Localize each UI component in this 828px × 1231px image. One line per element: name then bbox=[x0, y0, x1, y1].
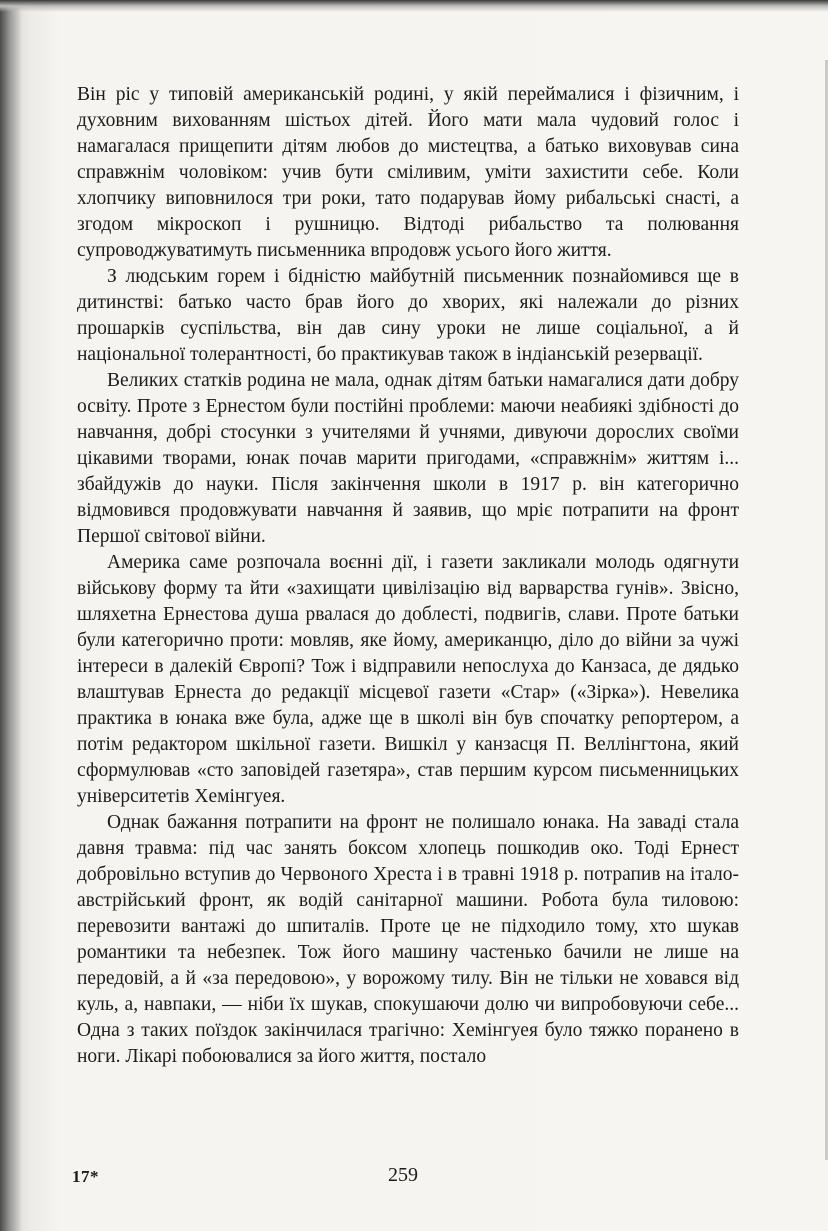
signature-mark: 17* bbox=[72, 1167, 99, 1186]
paragraph: З людським горем і бідністю майбутній письменник познайомився ще в дитинстві: батько часто брав його до хворих, які належали до різних прошарків суспільства, він дав сину уроки не лише соціальної, а й національної толерантності, бо практикував також в індіанській резервації. bbox=[77, 266, 739, 365]
paragraph: Однак бажання потрапити на фронт не полишало юнака. На заваді стала давня травма: під час занять боксом хлопець пошкодив око. Тоді Ернест добровільно вступив до Червоного Хреста і в травні 1918 р. потрапив на італо-австрійський фронт, як водій санітарної машини. Робота була тиловою: перевозити вантажі до шпиталів. Проте це не підходило тому, хто шукав романтики та небезпек. Тож його машину частенько бачили не лише на передовій, а й «за передовою», у ворожому тилу. Він не тільки не ховався від куль, а, навпаки, — ніби їх шукав, спокушаючи долю чи випробовуючи себе... Одна з таких поїздок закінчилася трагічно: Хемінгуея було тяжко поранено в ноги. Лікарі побоювалися за його життя, постало bbox=[77, 812, 739, 1067]
paragraph: Великих статків родина не мала, однак дітям батьки намагалися дати добру освіту. Проте з Ернестом були постійні проблеми: маючи неабиякі здібності до навчання, добрі стосунки з учителями й учнями, дивуючи дорослих своїми цікавими творами, юнак почав марити пригодами, «справжнім» життям і... збайдужів до науки. Після закінчення школи в 1917 р. він категорично відмовився продовжувати навчання й заявив, що мріє потрапити на фронт Першої світової війни. bbox=[77, 370, 739, 547]
page-number: 259 bbox=[388, 1164, 418, 1186]
body-text bbox=[77, 82, 739, 1070]
paragraph: Америка саме розпочала воєнні дії, і газети закликали молодь одягнути військову форму та йти «захищати цивілізацію від варварства гунів». Звісно, шляхетна Ернестова душа рвалася до доблесті, подвигів, слави. Проте батьки були категорично проти: мовляв, яке йому, американцю, діло до війни за чужі інтереси в далекій Європі? Тож і відправили непослуха до Канзаса, де дядько влаштував Ернеста до редакції місцевої газети «Стар» («Зірка»). Невелика практика в юнака вже була, адже ще в школі він був спочатку репортером, а потім редактором шкільної газети. Вишкіл у канзасця П. Веллінгтона, який сформулював «сто заповідей газетяра», став першим курсом письменницьких університетів Хемінгуея. bbox=[77, 552, 739, 807]
paragraph: Він ріс у типовій американській родині, у якій переймалися і фізичним, і духовним вихованням шістьох дітей. Його мати мала чудовий голос і намагалася прищепити дітям любов до мистецтва, а батько виховував сина справжнім чоловіком: учив бути сміливим, уміти захистити себе. Коли хлопчику виповнилося три роки, тато подарував йому рибальські снасті, а згодом мікроскоп і рушницю. Відтоді рибальство та полювання супроводжуватимуть письменника впродовж усього його життя. bbox=[77, 84, 739, 261]
spine-shadow bbox=[0, 0, 22, 1231]
top-edge-shadow bbox=[0, 0, 828, 12]
